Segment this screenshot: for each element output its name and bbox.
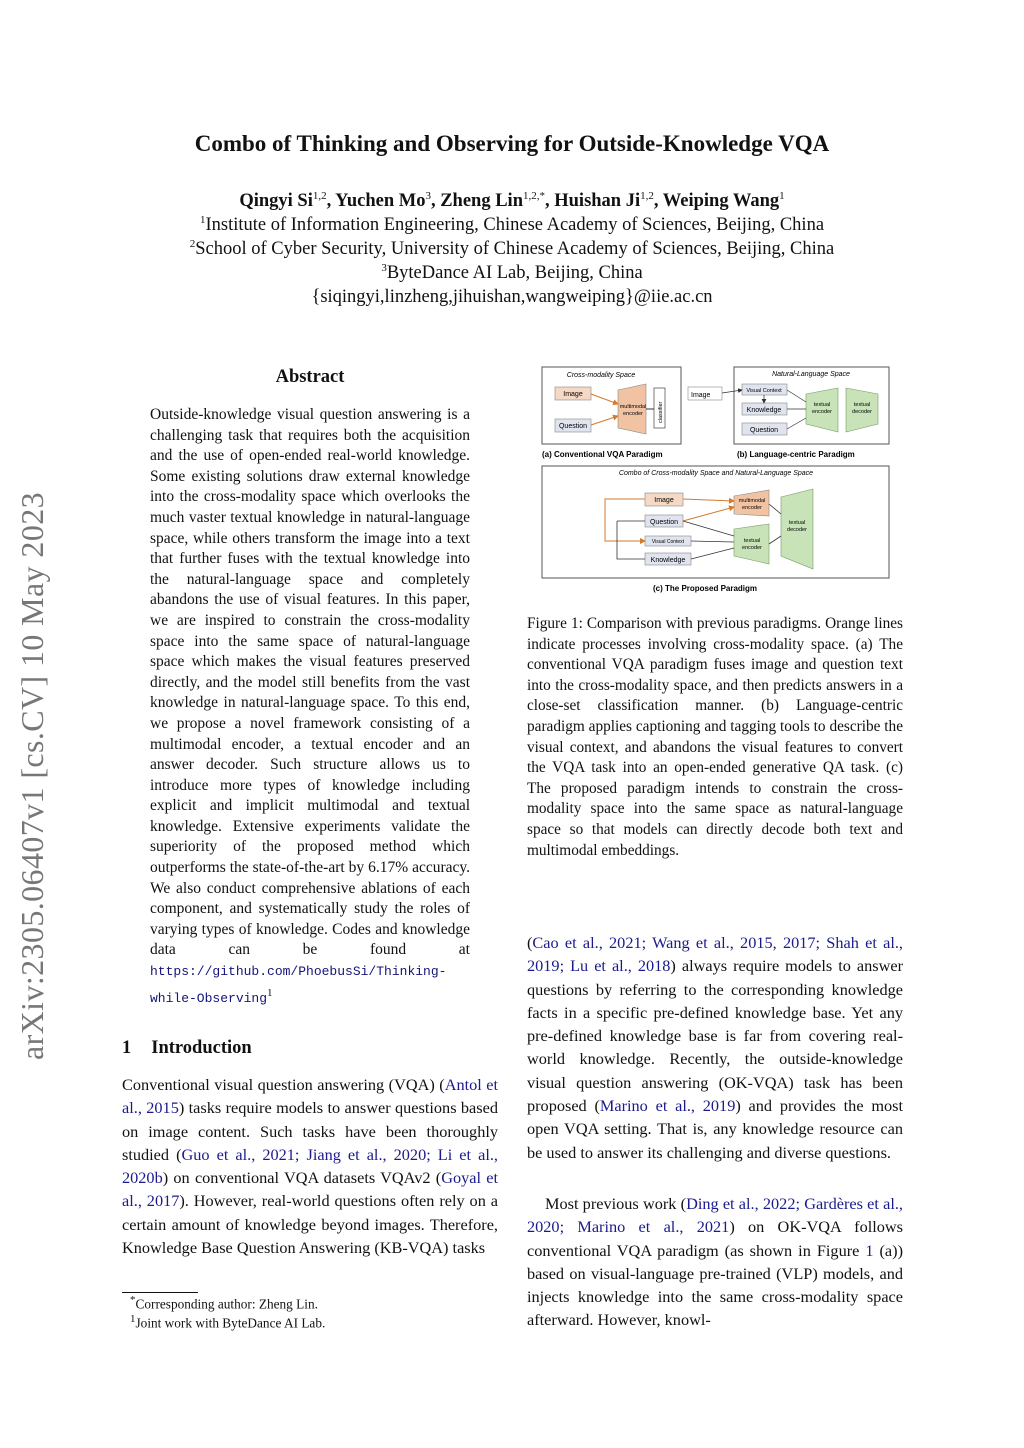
author: Weiping Wang$^1$ — [662, 190, 785, 212]
section-heading: 1 Introduction — [122, 1038, 252, 1058]
intro-paragraph — [527, 1192, 903, 1332]
paper-title: Combo of Thinking and Observing for Outside-Knowledge VQA — [194, 131, 830, 156]
text-decoder-label: decoder — [852, 409, 872, 415]
footnote: *Corresponding author: Zheng Lin. — [130, 1294, 318, 1312]
intro-paragraph — [527, 931, 903, 1164]
textual-encoder-shape — [734, 524, 769, 564]
citation-link[interactable]: Cao et al., 2021; Wang et al., 2015, 2017; Shah et al., 2019; Lu et al., 2018 — [527, 933, 903, 976]
panel-a-label: (a) Conventional VQA Paradigm — [542, 450, 663, 459]
text-run: ) tasks require models to answer questions based on image content. Such tasks have been thoroughly studied ( — [122, 1098, 498, 1164]
author: Zheng Lin$^{1,2,*}$, — [440, 190, 555, 212]
knowledge-label: Knowledge — [650, 557, 686, 564]
visual-context-label: Visual Context — [651, 539, 685, 545]
panel-c-title: Combo of Cross-modality Space and Natural-Language Space — [618, 470, 814, 477]
intro-paragraph — [122, 1073, 498, 1259]
text-encoder-label: encoder — [742, 545, 762, 551]
footnote-rule — [122, 1292, 198, 1293]
figure-1-diagram — [541, 364, 893, 596]
author: Huishan Ji$^{1,2}$, — [554, 190, 663, 212]
mm-encoder-label: encoder — [623, 411, 643, 417]
text-run: Most previous work ( — [545, 1194, 687, 1213]
text-decoder-label: decoder — [787, 527, 807, 533]
image-label: Image — [563, 391, 583, 398]
image-label: Image — [654, 497, 674, 504]
mm-encoder-label: multimodal — [619, 404, 647, 410]
text-decoder-label: textual — [788, 520, 806, 526]
arxiv-stamp: arXiv:2305.06407v1 [cs.CV] 10 May 2023 — [14, 491, 50, 1060]
figure-1-caption: Figure 1: Comparison with previous paradigms. Orange lines indicate processes involving cross-modality space. (a) The conventional VQA paradigm fuses image and question text into the cross-modality space, and then predicts answers in a close-set classification manner. (b) Language-centric paradigm applies captioning and tagging tools to describe the visual context, and abandons the visual features to convert the VQA task into an open-ended generative QA task. (c) The proposed paradigm intends to constrain the cross-modality space into the same space as natural-language space so that models can directly decode both text and multimodal embeddings. — [527, 615, 903, 859]
affiliation: $^3$ByteDance AI Lab, Beijing, China — [381, 262, 643, 284]
abstract-heading: Abstract — [275, 367, 345, 387]
panel-c-frame — [542, 466, 889, 578]
text-decoder-label: textual — [853, 402, 871, 408]
panel-c-label: (c) The Proposed Paradigm — [653, 584, 758, 593]
text-encoder-label: encoder — [812, 409, 832, 415]
panel-b-label: (b) Language-centric Paradigm — [737, 450, 855, 459]
text-run: ) on conventional VQA datasets VQAv2 ( — [162, 1168, 442, 1188]
citation-link[interactable]: Goyal et al., 2017 — [122, 1168, 499, 1211]
abstract-body: Outside-knowledge visual question answering is a challenging task that requires both the acquisition and the use of open-ended real-world knowledge. Some existing solutions draw external knowledge into the cross-modality space which overlooks the much vaster textual knowledge in natural-language space, while others transform the image into a text that further fuses with the textual knowledge into the natural-language space and completely abandons the use of visual features. In this paper, we are inspired to constrain the cross-modality space into the same space of natural-language space which makes the visual features preserved directly, and the model still benefits from the vast knowledge in natural-language space. To this end, we propose a novel framework consisting of a multimodal encoder, a textual encoder and an answer decoder. Such structure allows us to introduce more types of knowledge including explicit and implicit multimodal and textual knowledge. Extensive experiments validate the superiority of the proposed method which outperforms the state-of-the-art by 6.17% accuracy. We also conduct comprehensive ablations of each component, and systematically study the roles of varying types of knowledge. Codes and knowledge data can be found at https://github.com/PhoebusSi/Thinking-while-Observing$^1$ — [150, 406, 470, 1006]
visual-context-label: Visual Context — [746, 388, 782, 394]
author: Qingyi Si$^{1,2}$, — [239, 190, 336, 212]
text-encoder-label: textual — [813, 402, 831, 408]
citation-link[interactable]: Antol et al., 2015 — [122, 1075, 499, 1118]
mm-encoder-label: multimodal — [738, 498, 766, 504]
affiliation: $^1$Institute of Information Engineering, Chinese Academy of Sciences, Beijing, China — [199, 214, 825, 236]
text-run: ). However, real-world questions often rely on a certain amount of knowledge beyond images. Therefore, Knowledge Base Question Answering (KB-VQA) tasks — [122, 1191, 498, 1258]
affiliation: $^2$School of Cyber Security, University of Chinese Academy of Sciences, Beijing, China — [189, 238, 835, 260]
citation-link[interactable]: 1 — [865, 1240, 874, 1260]
code-link[interactable]: https://github.com/PhoebusSi/Thinking-while-Observing — [150, 964, 447, 1006]
image-label: Image — [691, 392, 711, 399]
classifier-label: classifier — [658, 401, 664, 423]
question-label: Question — [749, 427, 779, 434]
panel-a-title: Cross-modality Space — [566, 372, 636, 379]
text-run: ) always require models to answer questions by referring to the corresponding knowledge facts in a specific pre-defined knowledge base. Yet any pre-defined knowledge base is far from covering real-world knowledge. Recently, the outside-knowledge visual question answering (OK-VQA) task has been proposed ( — [527, 956, 904, 1116]
footnote: $^1$Joint work with ByteDance AI Lab. — [130, 1313, 326, 1331]
text-run: Conventional visual question answering (VQA) ( — [122, 1075, 445, 1094]
citation-link[interactable]: Marino et al., 2019 — [599, 1096, 736, 1116]
citation-link[interactable]: Ding et al., 2022; Gardères et al., 2020; Marino et al., 2021 — [527, 1194, 904, 1237]
text-run: ) and provides the most open VQA setting. That is, any knowledge resource can be used to answer its challenging and diverse questions. — [527, 1096, 903, 1162]
knowledge-label: Knowledge — [746, 407, 782, 414]
author-emails: {siqingyi,linzheng,jihuishan,wangweiping}@iie.ac.cn — [311, 287, 713, 307]
author-list — [0, 190, 1024, 212]
text-run: ( — [527, 933, 533, 952]
text-run: ) on OK-VQA follows conventional VQA paradigm (as shown in Figure — [527, 1217, 903, 1260]
footnote-marker: 1 — [267, 986, 273, 999]
text-encoder-label: textual — [743, 538, 761, 544]
panel-b-title: Natural-Language Space — [772, 371, 850, 378]
question-label: Question — [558, 423, 588, 430]
citation-link[interactable]: Guo et al., 2021; Jiang et al., 2020; Li et al., 2020b — [122, 1144, 499, 1188]
author: Yuchen Mo$^3$, — [335, 190, 441, 212]
text-run: (a)) based on visual-language pre-trained (VLP) models, and injects knowledge into the same cross-modality space afterward. However, knowl- — [527, 1240, 903, 1330]
question-label: Question — [649, 519, 679, 526]
mm-encoder-label: encoder — [742, 505, 762, 511]
